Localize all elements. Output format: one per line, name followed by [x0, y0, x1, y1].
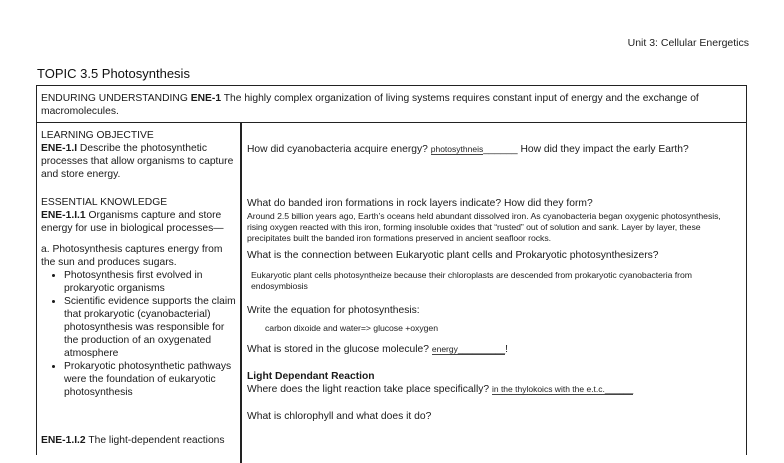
- ek-text: Organisms capture and store energy for use in biological processes—: [41, 210, 224, 234]
- learning-objective: [41, 129, 237, 181]
- section-heading: Light Dependant Reaction: [247, 371, 375, 382]
- q1-blank: ______: [483, 144, 518, 155]
- question-3: What is the connection between Eukaryotic plant cells and Prokaryotic photosynthesizers?: [247, 250, 659, 261]
- ek-code: ENE-1.I.1: [41, 210, 86, 221]
- q6-text: Where does the light reaction take place specifically?: [247, 384, 492, 395]
- ek-label: ESSENTIAL KNOWLEDGE: [41, 197, 168, 208]
- question-6: [247, 383, 743, 396]
- lo-label: LEARNING OBJECTIVE: [41, 130, 154, 141]
- ek-bullet: • Photosynthesis first evolved in prokaryotic organisms: [64, 269, 237, 295]
- page-title: TOPIC 3.5 Photosynthesis: [37, 66, 190, 81]
- q5-answer-field[interactable]: energy__________: [431, 344, 506, 354]
- q1-followup: How did they impact the early Earth?: [517, 144, 689, 155]
- eu-label: ENDURING UNDERSTANDING: [41, 93, 188, 104]
- q6-answer-field[interactable]: in the thylokoics with the e.t.c.______: [491, 384, 634, 394]
- question-2: What do banded iron formations in rock layers indicate? How did they form?: [247, 198, 593, 209]
- ek-sub-a: a. Photosynthesis captures energy from the sun and produces sugars.: [41, 244, 223, 268]
- lo-text: Describe the photosynthetic processes that allow organisms to capture and store energy.: [41, 143, 234, 180]
- q1-answer-field[interactable]: photosythneis: [430, 144, 484, 154]
- ek-bullet: • Scientific evidence supports the claim that prokaryotic (cyanobacterial) photosynthesis was responsible for the production of an oxygenated atmosphere: [64, 295, 237, 360]
- answer-3[interactable]: Eukaryotic plant cells photosyntheize because their chloroplasts are descended from prokaryotic cyanobacteria from endosymbiosis: [251, 270, 692, 292]
- eu-text: The highly complex organization of living systems requires constant input of energy and the exchange of macromolecules.: [41, 93, 699, 117]
- ek-next-text: The light-dependent reactions: [85, 435, 225, 446]
- ek-bullet-list: [41, 269, 237, 399]
- q5-mark: !: [505, 344, 509, 355]
- essential-knowledge: [41, 196, 237, 399]
- unit-title: Unit 3: Cellular Energetics: [627, 37, 749, 49]
- question-1: [247, 143, 743, 156]
- eu-code: ENE-1: [190, 93, 222, 104]
- ek-next-code: ENE-1.I.2: [41, 435, 86, 446]
- enduring-understanding: [37, 86, 746, 123]
- lo-code: ENE-1.I: [41, 143, 78, 154]
- q5-text: What is stored in the glucose molecule?: [247, 344, 432, 355]
- question-7: What is chlorophyll and what does it do?: [247, 411, 432, 422]
- question-5: [247, 343, 743, 356]
- column-divider: [240, 123, 242, 463]
- answer-2[interactable]: Around 2.5 billion years ago, Earth’s oceans held abundant dissolved iron. As cyanobacteria began oxygenic photosynthesis, rising oxygen reacted with this iron, forming insoluble oxides that “rusted” out of solution and sank. Layer by layer, these precipitates built the banded iron formations preserved in ancient seafloor rocks.: [247, 211, 721, 244]
- question-4: Write the equation for photosynthesis:: [247, 305, 420, 316]
- worksheet-table: [36, 85, 747, 455]
- q1-text: How did cyanobacteria acquire energy?: [247, 144, 431, 155]
- ek-bullet: • Prokaryotic photosynthetic pathways were the foundation of eukaryotic photosynthesis: [64, 360, 237, 399]
- answer-4[interactable]: carbon dixoide and water=> glucose +oxygen: [265, 323, 438, 333]
